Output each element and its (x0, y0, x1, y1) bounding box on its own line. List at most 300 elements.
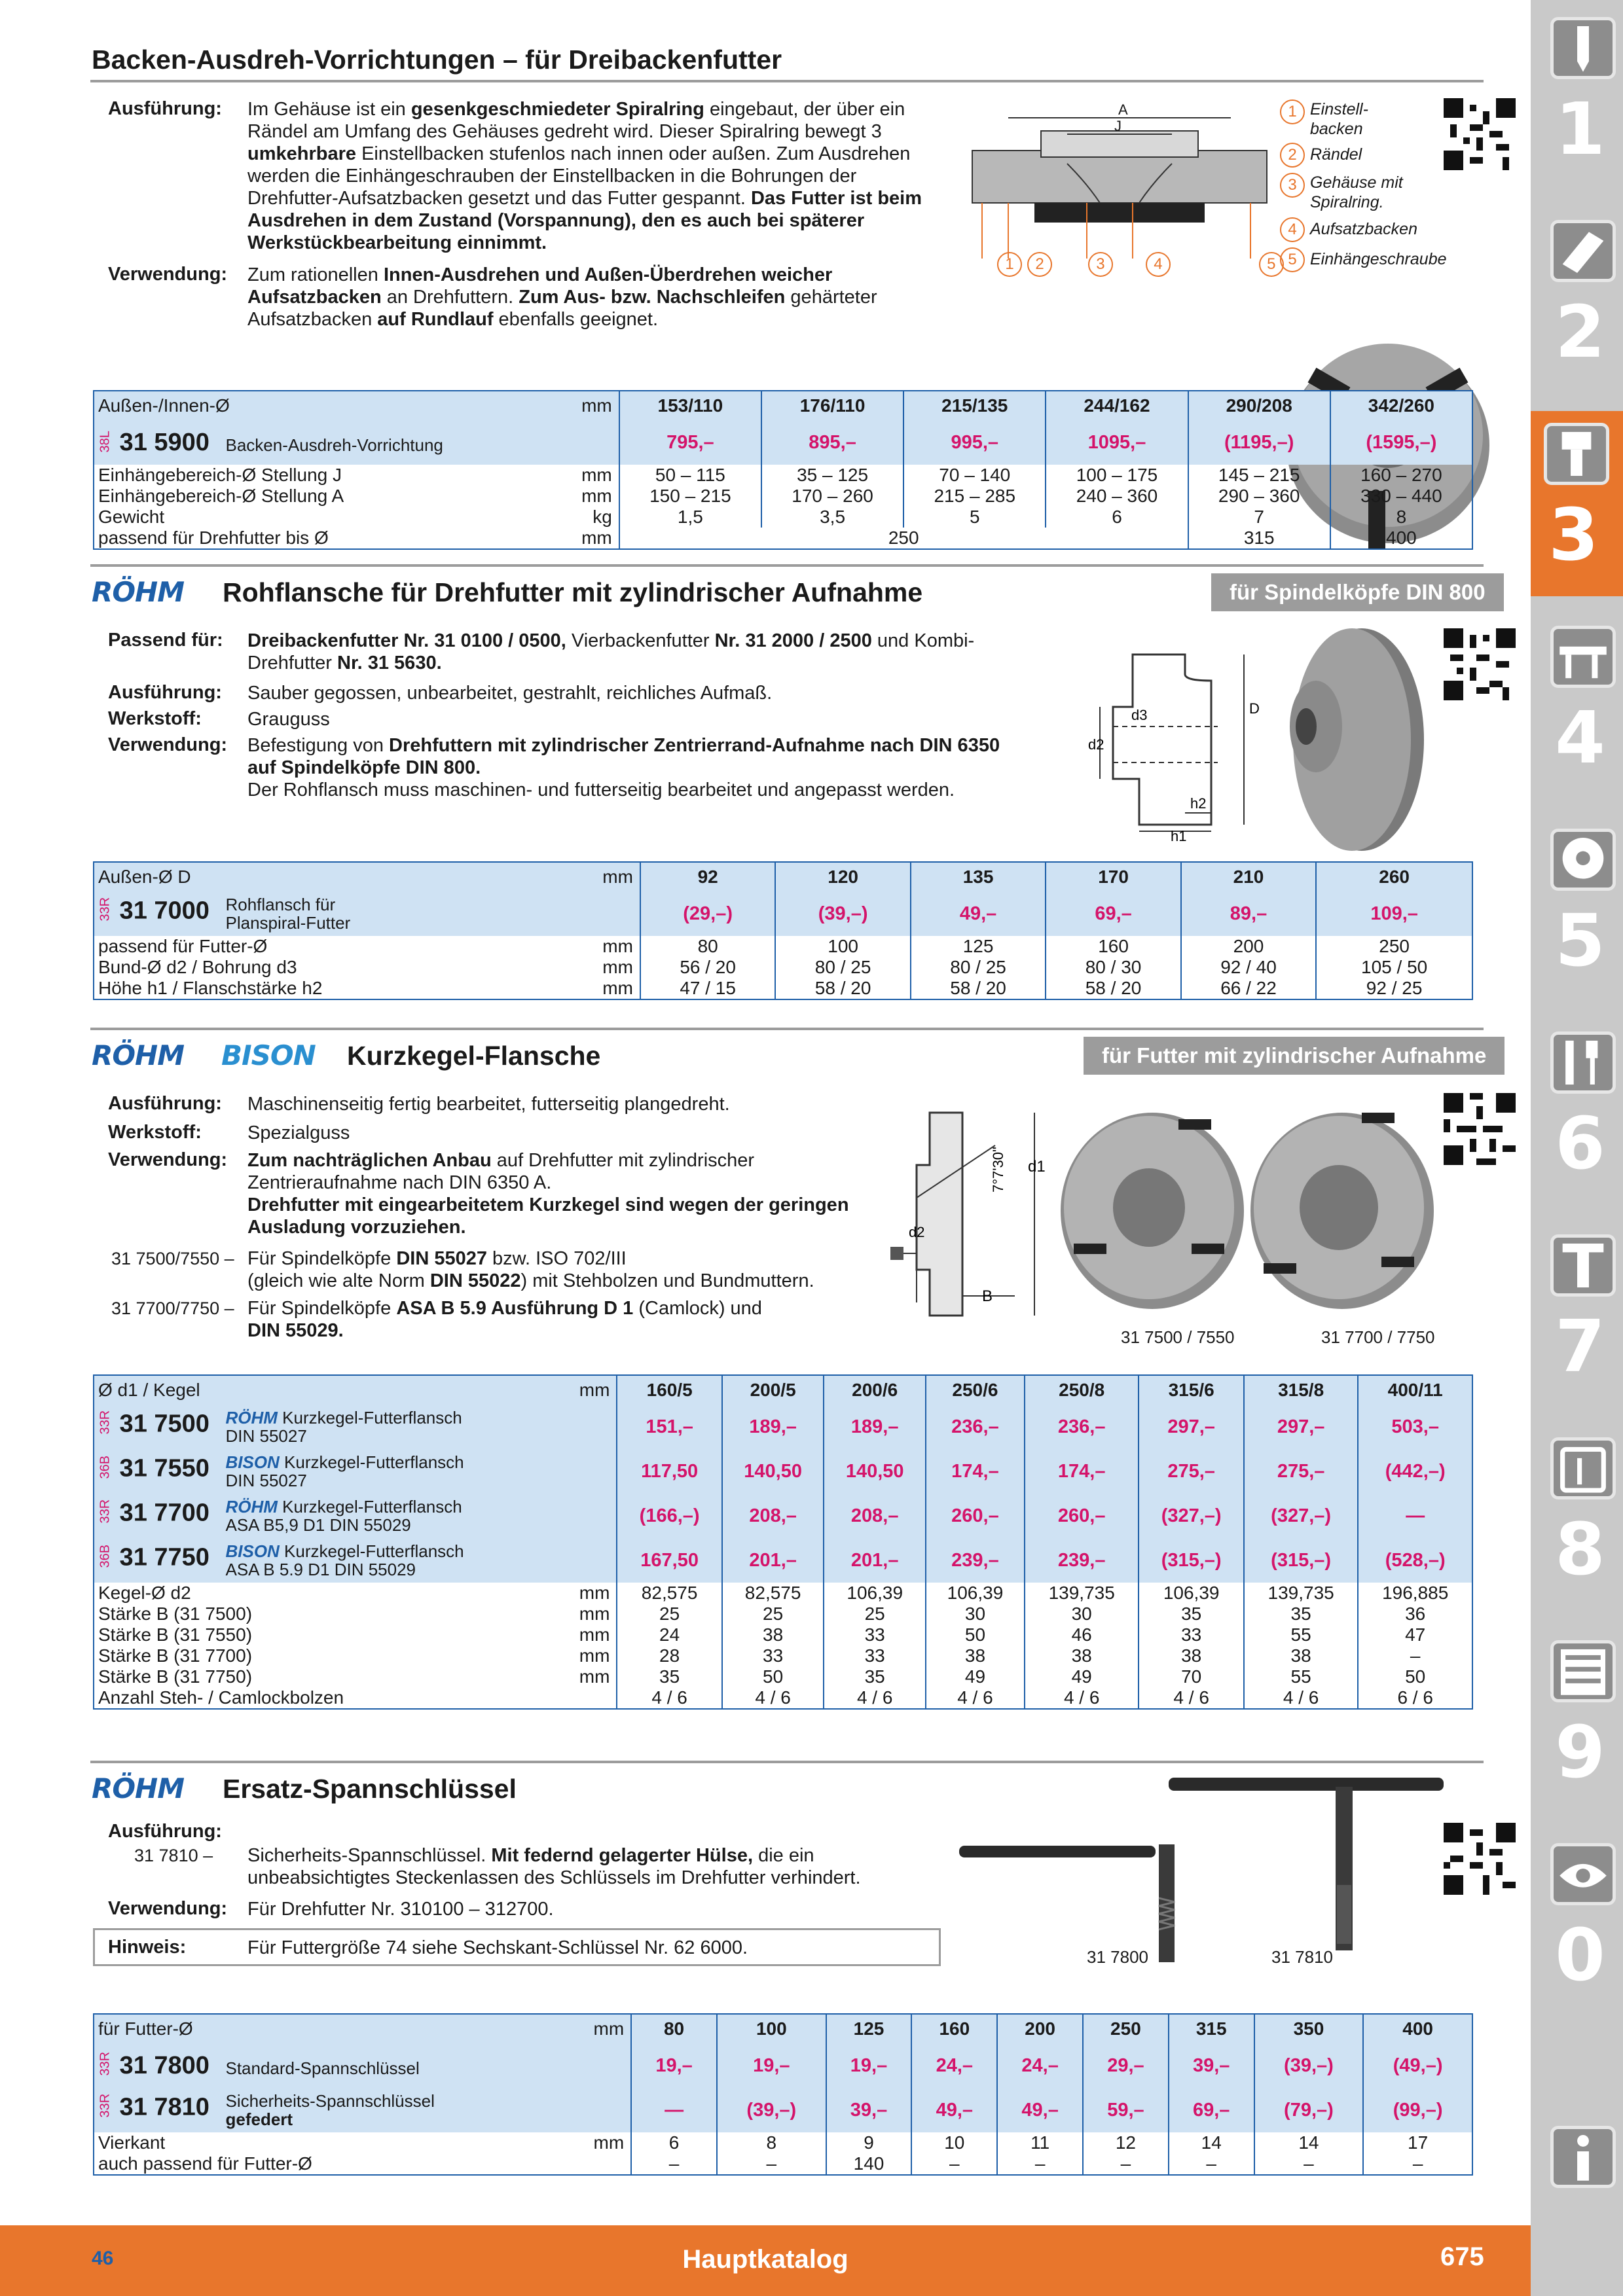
chapter-tab-4[interactable] (1537, 614, 1623, 799)
spindle-tag: für Spindelköpfe DIN 800 (1211, 573, 1504, 611)
code-range-7500: 31 7500/7550 – (111, 1249, 234, 1268)
price-cell: 275,– (1244, 1449, 1359, 1494)
spec-value: 33 (722, 1645, 824, 1666)
chapter-tab-5[interactable] (1537, 817, 1623, 1002)
s3-ausfuehrung-text: Maschinenseitig fertig bearbeitet, futterseitig plangedreht. (247, 1094, 730, 1115)
price-cell: 174,– (926, 1449, 1025, 1494)
article-row-315900[interactable] (94, 420, 1472, 465)
unit-cell (554, 2088, 631, 2132)
spec-value: 160 (1046, 936, 1180, 957)
spec-value: 5 (903, 507, 1046, 528)
article-number: 31 7800 (113, 2051, 217, 2079)
price-cell: 236,– (1025, 1405, 1139, 1449)
spec-value: 80 (640, 936, 775, 957)
price-cell: — (631, 2088, 717, 2132)
column-header: 200 (997, 2014, 1083, 2043)
qr-code-icon[interactable] (1444, 1823, 1516, 1895)
spec-value: – (911, 2153, 997, 2175)
spec-value: 4 / 6 (617, 1687, 721, 1709)
article-description: Rohflansch für Planspiral-Futter (225, 895, 351, 933)
spec-value: 4 / 6 (926, 1687, 1025, 1709)
cone-angle-label: 7°7'30" (990, 1147, 1006, 1193)
unit-cell (554, 1687, 617, 1709)
spec-value: 24 (617, 1624, 721, 1645)
page-number-right: 675 (1440, 2242, 1484, 2271)
s4-verwendung-text: Für Drehfutter Nr. 310100 – 312700. (247, 1899, 554, 1920)
code-range-7700: 31 7700/7750 – (111, 1299, 234, 1318)
column-label: Ø d1 / Kegel (94, 1375, 554, 1405)
spannschluessel-photo (949, 1767, 1447, 1964)
article-description: Standard-Spannschlüssel (225, 2058, 420, 2079)
table-rohflansche (93, 861, 1473, 1000)
chapter-tab-i[interactable] (1537, 2034, 1623, 2219)
unit-cell: mm (554, 1375, 617, 1405)
dim-h1: h1 (1171, 828, 1187, 844)
spec-value: 38 (1139, 1645, 1243, 1666)
article-id[interactable] (94, 2043, 554, 2088)
chapter-tab-1[interactable] (1537, 5, 1623, 190)
price-cell: (1195,–) (1188, 420, 1330, 465)
article-row-317750[interactable] (94, 1538, 1472, 1583)
spec-value: 330 – 440 (1330, 486, 1472, 507)
spec-value: 92 / 25 (1316, 978, 1472, 999)
column-header: 350 (1254, 2014, 1364, 2043)
section-divider (90, 564, 1484, 567)
spec-value: 3,5 (761, 507, 903, 528)
spec-value: 139,735 (1025, 1583, 1139, 1604)
spec-value: 4 / 6 (1244, 1687, 1359, 1709)
spec-value: 14 (1169, 2132, 1254, 2153)
spec-value: 25 (824, 1604, 926, 1624)
section-divider (90, 1761, 1484, 1763)
spec-value: 240 – 360 (1046, 486, 1188, 507)
spec-value: 145 – 215 (1188, 465, 1330, 486)
article-row-317700[interactable] (94, 1494, 1472, 1538)
price-cell: 895,– (761, 420, 903, 465)
tools-icon (1550, 1031, 1616, 1094)
spec-value: 58 / 20 (911, 978, 1046, 999)
price-cell: 89,– (1181, 891, 1316, 936)
spec-value: 105 / 50 (1316, 957, 1472, 978)
article-description: Sicherheits-Spannschlüssel gefedert (225, 2091, 435, 2129)
spec-row (94, 957, 1472, 978)
table-header-row (94, 862, 1472, 891)
s2-verwendung-text: Befestigung von Drehfuttern mit zylindrischer Zentrierrand-Aufnahme nach DIN 6350 auf Spindelköpfe DIN 800. Der Rohflansch muss maschinen- und futterseitig bearbeitet und angepasst werden. (247, 735, 1000, 800)
unit-cell (554, 1449, 617, 1494)
section-title-ersatz-spannschluessel: Ersatz-Spannschlüssel (223, 1774, 517, 1804)
unit-cell: mm (579, 1645, 610, 1666)
section-title-kurzkegel: Kurzkegel-Flansche (347, 1041, 601, 1071)
chapter-tab-7[interactable] (1537, 1223, 1623, 1408)
price-cell: 201,– (722, 1538, 824, 1583)
spec-value: 215 – 285 (903, 486, 1046, 507)
photo-caption-7810: 31 7810 (1271, 1947, 1333, 1967)
spec-label: Höhe h1 / Flanschstärke h2 (94, 978, 554, 999)
column-header: 290/208 (1188, 391, 1330, 420)
dim-h2: h2 (1190, 795, 1207, 812)
chapter-number: 2 (1555, 290, 1605, 374)
price-cell: 239,– (1025, 1538, 1139, 1583)
spec-value: 4 / 6 (824, 1687, 926, 1709)
column-header: 315/8 (1244, 1375, 1359, 1405)
chapter-tab-8[interactable] (1537, 1426, 1623, 1611)
spec-value: 80 / 30 (1046, 957, 1180, 978)
price-cell: 49,– (997, 2088, 1083, 2132)
price-cell: 167,50 (617, 1538, 721, 1583)
chapter-number: 8 (1555, 1507, 1605, 1591)
verwendung-label: Verwendung: (108, 734, 228, 755)
ausfuehrung-label: Ausführung: (108, 682, 222, 703)
spec-value: – (997, 2153, 1083, 2175)
passend-label: Passend für: (108, 630, 223, 651)
futter-tag: für Futter mit zylindrischer Aufnahme (1084, 1037, 1504, 1075)
article-description: BISON Kurzkegel-Futterflansch DIN 55027 (225, 1452, 464, 1490)
spec-label: Stärke B (31 7500) (98, 1604, 253, 1624)
unit-cell (554, 2153, 631, 2175)
price-cell: 189,– (824, 1405, 926, 1449)
spec-value: 8 (717, 2132, 826, 2153)
chapter-number: 7 (1555, 1304, 1605, 1388)
table-header-row (94, 391, 1472, 420)
price-cell: 151,– (617, 1405, 721, 1449)
spec-value: 160 – 270 (1330, 465, 1472, 486)
spec-value: 35 (1244, 1604, 1359, 1624)
catalog-title: Hauptkatalog (682, 2245, 848, 2274)
ausfuehrung-label: Ausführung: (108, 1093, 222, 1114)
section-divider (90, 1028, 1484, 1030)
column-header: 80 (631, 2014, 717, 2043)
spec-label: Vierkant (98, 2132, 166, 2153)
article-row-317810[interactable] (94, 2088, 1472, 2132)
s3-verwendung-text: Zum nachträglichen Anbau auf Drehfutter mit zylindrischer Zentrieraufnahme nach DIN 6350 A. Drehfutter mit eingearbeitetem Kurzkegel sind wegen der geringen Ausladung vorzuziehen. (247, 1150, 849, 1238)
spec-value: 70 (1139, 1666, 1243, 1687)
unit-cell: mm (554, 862, 640, 891)
spec-value: – (1169, 2153, 1254, 2175)
column-header: 200/6 (824, 1375, 926, 1405)
spec-value: 11 (997, 2132, 1083, 2153)
price-group-code: 33R (98, 2051, 113, 2076)
spec-label: Anzahl Steh- / Camlockbolzen (94, 1687, 554, 1709)
spec-label: Einhängebereich-Ø Stellung A (98, 486, 344, 506)
spec-value: 100 – 175 (1046, 465, 1188, 486)
price-group-code: 33R (98, 2093, 113, 2117)
werkstoff-label: Werkstoff: (108, 1122, 202, 1143)
article-id[interactable] (94, 2088, 554, 2132)
price-group-code: 33R (98, 897, 113, 921)
rohflansch-drawing (1087, 641, 1270, 844)
column-label: Außen-Ø D (94, 862, 554, 891)
spec-value: 196,885 (1358, 1583, 1472, 1604)
price-cell: 19,– (826, 2043, 912, 2088)
price-cell: — (1358, 1494, 1472, 1538)
article-id[interactable] (94, 1494, 554, 1538)
unit-cell: mm (554, 2014, 631, 2043)
s2-werkstoff-text: Grauguss (247, 709, 330, 730)
page-number-left: 46 (92, 2248, 114, 2269)
article-row-317500[interactable] (94, 1405, 1472, 1449)
column-header: 250/8 (1025, 1375, 1139, 1405)
spec-value: – (1254, 2153, 1364, 2175)
spec-row (94, 1583, 1472, 1604)
article-description: Backen-Ausdreh-Vorrichtung (225, 435, 443, 456)
column-header: 400/11 (1358, 1375, 1472, 1405)
spec-value: 46 (1025, 1624, 1139, 1645)
spec-value: 38 (1025, 1645, 1139, 1666)
section-title-rohflansche: Rohflansche für Drehfutter mit zylindrischer Aufnahme (223, 577, 923, 607)
spec-value: 33 (824, 1645, 926, 1666)
dim-A: A (1118, 101, 1128, 118)
price-cell: 260,– (1025, 1494, 1139, 1538)
column-header: 315 (1169, 2014, 1254, 2043)
verwendung-label: Verwendung: (108, 1898, 228, 1919)
roehm-logo: RÖHM (92, 1039, 184, 1071)
price-cell: 297,– (1244, 1405, 1359, 1449)
roehm-logo: RÖHM (92, 576, 184, 608)
spec-value: – (717, 2153, 826, 2175)
column-header: 176/110 (761, 391, 903, 420)
spec-label: passend für Futter-Ø (98, 936, 268, 956)
chapter-number: 9 (1555, 1710, 1605, 1794)
article-row-317000[interactable] (94, 891, 1472, 936)
spec-row (94, 465, 1472, 486)
article-id[interactable] (94, 1538, 554, 1583)
chapter-number: 4 (1555, 696, 1605, 780)
price-cell: (166,–) (617, 1494, 721, 1538)
unit-cell: mm (554, 528, 619, 549)
spec-value: 30 (1025, 1604, 1139, 1624)
price-cell: 69,– (1046, 891, 1180, 936)
spec-value: 82,575 (617, 1583, 721, 1604)
column-header: 92 (640, 862, 775, 891)
spec-value: 49 (926, 1666, 1025, 1687)
table-kurzkegel-flansche (93, 1374, 1473, 1710)
unit-cell: mm (579, 1624, 610, 1645)
spec-value: 315 (1188, 528, 1330, 549)
insert-icon (1550, 220, 1616, 282)
spec-row (94, 1624, 1472, 1645)
chapter-sidebar (1531, 0, 1623, 2296)
column-header: 250/6 (926, 1375, 1025, 1405)
section-title-backen-ausdreh: Backen-Ausdreh-Vorrichtungen – für Dreibackenfutter (92, 45, 782, 75)
article-id[interactable] (94, 1405, 554, 1449)
column-header: 153/110 (619, 391, 761, 420)
column-header: 400 (1363, 2014, 1472, 2043)
spec-label: Gewicht (98, 507, 165, 527)
unit-cell: mm (554, 978, 640, 999)
page-footer (0, 2225, 1531, 2296)
chapter-tab-6[interactable] (1537, 1020, 1623, 1205)
price-cell: (315,–) (1139, 1538, 1243, 1583)
article-description: RÖHM Kurzkegel-Futterflansch DIN 55027 (225, 1408, 462, 1446)
roehm-logo: RÖHM (92, 1772, 184, 1804)
article-description: RÖHM Kurzkegel-Futterflansch ASA B5,9 D1 DIN 55029 (225, 1497, 462, 1535)
spec-value: 290 – 360 (1188, 486, 1330, 507)
spec-value: 25 (722, 1604, 824, 1624)
column-header: 135 (911, 862, 1046, 891)
chapter-tab-9[interactable] (1537, 1628, 1623, 1814)
spec-value: 150 – 215 (619, 486, 761, 507)
spec-value: 33 (1139, 1624, 1243, 1645)
s3-werkstoff-text: Spezialguss (247, 1122, 350, 1143)
spec-value: 106,39 (926, 1583, 1025, 1604)
s1-verwendung-text: Zum rationellen Innen-Ausdrehen und Außen-Überdrehen weicher Aufsatzbacken an Drehfuttern. Zum Aus- bzw. Nachschleifen gehärteter Aufsatzbacken auf Rundlauf ebenfalls geeignet. (247, 264, 877, 330)
column-header: 120 (775, 862, 910, 891)
article-id[interactable] (94, 420, 554, 465)
price-cell: 49,– (911, 2088, 997, 2132)
unit-cell: mm (593, 2132, 625, 2153)
price-cell: 174,– (1025, 1449, 1139, 1494)
werkstoff-label: Werkstoff: (108, 708, 202, 729)
spec-value: 35 (1139, 1604, 1243, 1624)
spec-value: 17 (1363, 2132, 1472, 2153)
chapter-tab-2[interactable] (1537, 208, 1623, 393)
dim-d1: d1 (1028, 1158, 1046, 1175)
spec-value: 50 (722, 1666, 824, 1687)
chapter-number: 3 (1548, 493, 1599, 577)
price-group-code: 33R (98, 1410, 113, 1434)
spec-value: – (1358, 1645, 1472, 1666)
article-id[interactable] (94, 1449, 554, 1494)
spec-value: 35 (617, 1666, 721, 1687)
price-cell: 995,– (903, 420, 1046, 465)
unit-cell (554, 891, 640, 936)
spec-value: 14 (1254, 2132, 1364, 2153)
photo-caption-7500: 31 7500 / 7550 (1121, 1327, 1235, 1347)
price-cell: (327,–) (1139, 1494, 1243, 1538)
spec-row (94, 936, 1472, 957)
price-cell: (39,–) (717, 2088, 826, 2132)
spec-value: 70 – 140 (903, 465, 1046, 486)
qr-code-icon[interactable] (1444, 98, 1516, 170)
article-row-317800[interactable] (94, 2043, 1472, 2088)
s2-ausfuehrung-text: Sauber gegossen, unbearbeitet, gestrahlt, reichliches Aufmaß. (247, 683, 773, 704)
spec-value: 49 (1025, 1666, 1139, 1687)
price-cell: (1595,–) (1330, 420, 1472, 465)
spec-label: Einhängebereich-Ø Stellung J (98, 465, 342, 485)
price-cell: 69,– (1169, 2088, 1254, 2132)
spec-value: 106,39 (1139, 1583, 1243, 1604)
spec-value: 4 / 6 (1139, 1687, 1243, 1709)
spec-row (94, 1645, 1472, 1666)
unit-cell: mm (579, 1604, 610, 1624)
column-header: 342/260 (1330, 391, 1472, 420)
article-number: 31 5900 (113, 428, 217, 456)
price-cell: 208,– (824, 1494, 926, 1538)
chapter-tab-0[interactable] (1537, 1831, 1623, 2017)
safety-glasses-icon (1550, 1843, 1616, 1905)
spec-value: 400 (1330, 528, 1472, 549)
column-header: 215/135 (903, 391, 1046, 420)
chapter-number: 5 (1555, 899, 1605, 982)
spec-value: 55 (1244, 1624, 1359, 1645)
spec-value: 8 (1330, 507, 1472, 528)
hinweis-label: Hinweis: (108, 1937, 187, 1958)
column-label: für Futter-Ø (94, 2014, 554, 2043)
spec-value: 250 (619, 528, 1188, 549)
photo-caption-7700: 31 7700 / 7750 (1321, 1327, 1435, 1347)
spec-value: – (631, 2153, 717, 2175)
unit-cell (554, 2043, 631, 2088)
qr-code-icon[interactable] (1444, 628, 1516, 700)
chapter-tab-3[interactable] (1531, 411, 1623, 596)
price-cell: (39,–) (1254, 2043, 1364, 2088)
spec-value: 140 (826, 2153, 912, 2175)
spec-row (94, 1666, 1472, 1687)
spec-value: 55 (1244, 1666, 1359, 1687)
spec-label: Stärke B (31 7550) (98, 1624, 253, 1645)
caliper-icon (1550, 626, 1616, 688)
column-header: 260 (1316, 862, 1472, 891)
table-ersatz-spannschluessel (93, 2013, 1473, 2176)
price-cell: (39,–) (775, 891, 910, 936)
article-number: 31 7550 (113, 1454, 217, 1482)
price-cell: 140,50 (722, 1449, 824, 1494)
dim-d3: d3 (1131, 707, 1148, 723)
price-cell: (79,–) (1254, 2088, 1364, 2132)
price-cell: 19,– (717, 2043, 826, 2088)
price-cell: 503,– (1358, 1405, 1472, 1449)
hinweis-text: Für Futtergröße 74 siehe Sechskant-Schlüssel Nr. 62 6000. (247, 1937, 748, 1958)
price-cell: 109,– (1316, 891, 1472, 936)
spec-value: 38 (1244, 1645, 1359, 1666)
spec-value: 25 (617, 1604, 721, 1624)
price-cell: 208,– (722, 1494, 824, 1538)
spec-value: 6 / 6 (1358, 1687, 1472, 1709)
spec-label: Kegel-Ø d2 (98, 1583, 191, 1603)
unit-cell: mm (554, 391, 619, 420)
kurzkegel-flansche-photo (1054, 1093, 1447, 1329)
spec-value: 10 (911, 2132, 997, 2153)
qr-code-icon[interactable] (1444, 1093, 1516, 1165)
spec-row (94, 2132, 1472, 2153)
price-cell: 236,– (926, 1405, 1025, 1449)
article-id[interactable] (94, 891, 554, 936)
price-cell: 39,– (826, 2088, 912, 2132)
spec-row (94, 1604, 1472, 1624)
unit-cell: mm (579, 1666, 610, 1687)
spec-value: 30 (926, 1604, 1025, 1624)
spec-value: 82,575 (722, 1583, 824, 1604)
spec-value: 50 (926, 1624, 1025, 1645)
callout-legend: 1 Einstell- backen 2 Rändel 3 Gehäuse mit Spiralring. 4 Aufsatzbacken 5 Einhängeschraube (1280, 99, 1447, 272)
spec-label: Stärke B (31 7750) (98, 1666, 253, 1687)
verwendung-label: Verwendung: (108, 264, 228, 285)
table-header-row (94, 1375, 1472, 1405)
price-cell: 1095,– (1046, 420, 1188, 465)
code-7810: 31 7810 – (134, 1846, 213, 1865)
unit-cell (554, 1405, 617, 1449)
price-cell: (29,–) (640, 891, 775, 936)
price-cell: 117,50 (617, 1449, 721, 1494)
article-row-317550[interactable] (94, 1449, 1472, 1494)
spec-value: 139,735 (1244, 1583, 1359, 1604)
spec-value: 58 / 20 (1046, 978, 1180, 999)
price-cell: 189,– (722, 1405, 824, 1449)
price-group-code: 38L (98, 430, 113, 453)
spec-value: – (1083, 2153, 1169, 2175)
spec-value: 35 – 125 (761, 465, 903, 486)
verwendung-label: Verwendung: (108, 1149, 228, 1170)
spec-value: 7 (1188, 507, 1330, 528)
spec-value: 6 (631, 2132, 717, 2153)
article-number: 31 7700 (113, 1499, 217, 1527)
photo-caption-7800: 31 7800 (1087, 1947, 1148, 1967)
chapter-number: 6 (1555, 1102, 1605, 1185)
price-cell: 29,– (1083, 2043, 1169, 2088)
column-header: 125 (826, 2014, 912, 2043)
price-group-code: 36B (98, 1455, 113, 1479)
price-cell: (327,–) (1244, 1494, 1359, 1538)
